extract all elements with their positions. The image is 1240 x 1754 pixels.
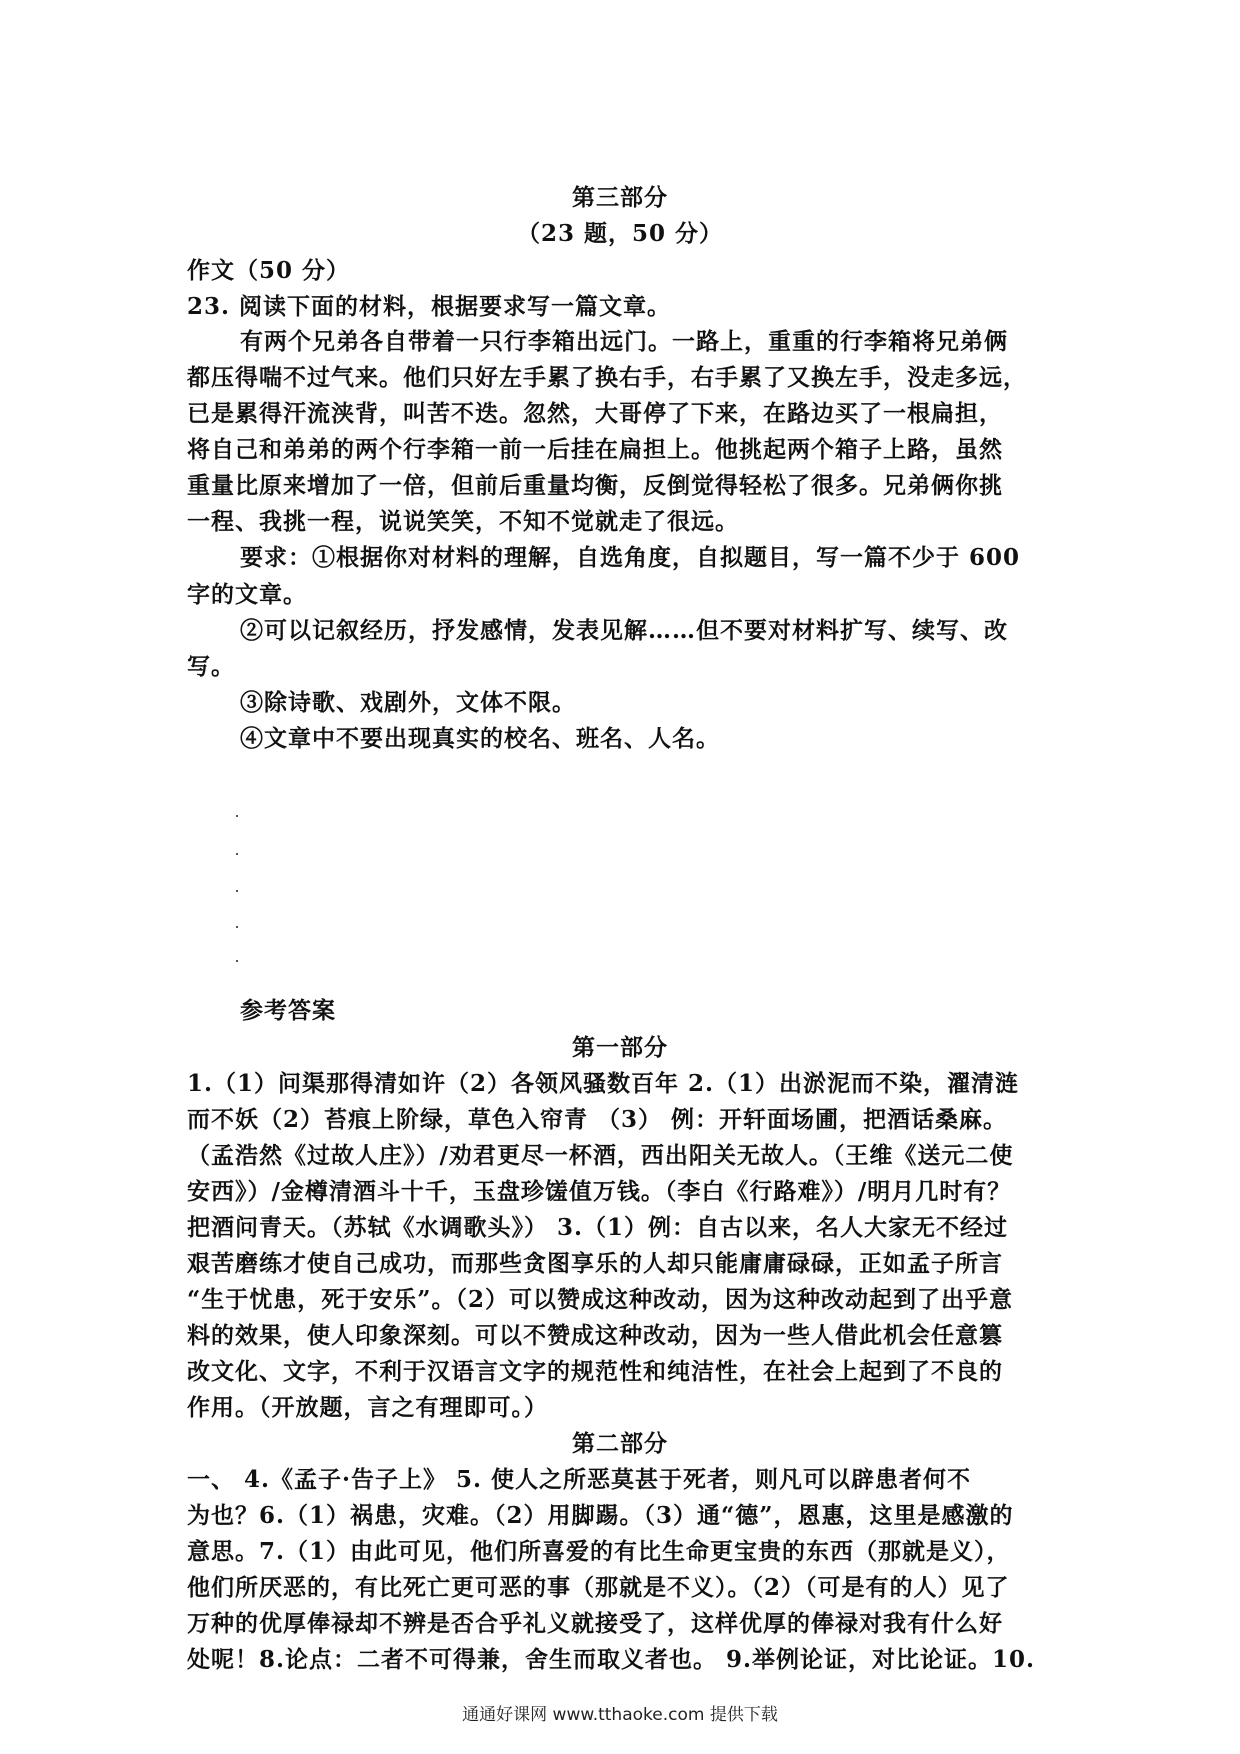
requirement-line: 字的文章。 [187, 581, 307, 608]
answer-line: 1.（1）问渠那得清如许（2）各领风骚数百年 2.（1）出淤泥而不染，濯清涟 [187, 1070, 1020, 1097]
material-line: 已是累得汗流浃背，叫苦不迭。忽然，大哥停了下来，在路边买了一根扁担， [187, 400, 1003, 427]
answer-line: 作用。（开放题，言之有理即可。） [187, 1394, 548, 1421]
requirement-line: 写。 [187, 653, 235, 680]
requirement-line: ③除诗歌、戏剧外，文体不限。 [240, 689, 576, 716]
answer-line: 而不妖（2）苔痕上阶绿，草色入帘青 （3） 例：开轩面场圃，把酒话桑麻。 [187, 1106, 1008, 1133]
answer-line: 把酒问青天。（苏轼《水调歌头》） 3.（1）例：自古以来，名人大家无不经过 [187, 1214, 1009, 1241]
scan-speck [236, 853, 238, 855]
answer-line: 意思。7.（1）由此可见，他们所喜爱的有比生命更宝贵的东西（那就是义）， [187, 1538, 1011, 1565]
answer-line: “生于忧患，死于安乐”。（2）可以赞成这种改动，因为这种改动起到了出乎意 [187, 1286, 1013, 1313]
answer-line: 为也？6.（1）祸患，灾难。（2）用脚踢。（3）通“德”，恩惠，这里是感激的 [187, 1502, 1014, 1529]
answers-part2-title: 第二部分 [572, 1430, 668, 1457]
material-line: 一程、我挑一程，说说笑笑，不知不觉就走了很远。 [187, 508, 739, 535]
answer-line: （孟浩然《过故人庄》）/劝君更尽一杯酒，西出阳关无故人。（王维《送元二使 [187, 1142, 1014, 1169]
requirement-line: 要求：①根据你对材料的理解，自选角度，自拟题目，写一篇不少于 600 [240, 544, 1021, 571]
answer-line: 料的效果，使人印象深刻。可以不赞成这种改动，因为一些人借此机会任意篡 [187, 1322, 1003, 1349]
scan-speck [236, 960, 238, 962]
answers-part1-title: 第一部分 [572, 1034, 668, 1061]
material-line: 将自己和弟弟的两个行李箱一前一后挂在扁担上。他挑起两个箱子上路，虽然 [187, 436, 1003, 463]
material-line: 都压得喘不过气来。他们只好左手累了换右手，右手累了又换左手，没走多远， [187, 364, 1027, 391]
requirement-line: ②可以记叙经历，抒发感情，发表见解……但不要对材料扩写、续写、改 [240, 617, 1008, 644]
essay-section-label: 作文（50 分） [187, 257, 351, 284]
answer-line: 他们所厌恶的，有比死亡更可恶的事（那就是不义）。（2）（可是有的人）见了 [187, 1574, 1010, 1601]
part3-title: 第三部分 [572, 184, 668, 211]
scan-speck [236, 815, 238, 817]
scan-speck [236, 926, 238, 928]
requirement-line: ④文章中不要出现真实的校名、班名、人名。 [240, 725, 720, 752]
question-23: 23. 阅读下面的材料，根据要求写一篇文章。 [187, 293, 672, 320]
answer-line: 处呢！8.论点：二者不可得兼，舍生而取义者也。 9.举例论证，对比论证。10. [187, 1646, 1036, 1673]
answer-line: 万种的优厚俸禄却不辨是否合乎礼义就接受了，这样优厚的俸禄对我有什么好 [187, 1610, 1003, 1637]
answer-line: 安西》）/金樽清酒斗十千，玉盘珍馐值万钱。（李白《行路难》）/明月几时有？ [187, 1178, 1012, 1205]
scan-speck [236, 890, 238, 892]
answer-line: 艰苦磨练才使自己成功，而那些贪图享乐的人却只能庸庸碌碌，正如孟子所言 [187, 1250, 1003, 1277]
material-line: 重量比原来增加了一倍，但前后重量均衡，反倒觉得轻松了很多。兄弟俩你挑 [187, 472, 1003, 499]
answer-line: 一、 4.《孟子·告子上》 5. 使人之所恶莫甚于死者，则凡可以辟患者何不 [187, 1466, 972, 1493]
answer-line: 改文化、文字，不利于汉语言文字的规范性和纯洁性，在社会上起到了不良的 [187, 1358, 1003, 1385]
answers-heading: 参考答案 [240, 997, 336, 1024]
part3-subtitle: （23 题，50 分） [516, 220, 724, 247]
material-line: 有两个兄弟各自带着一只行李箱出远门。一路上，重重的行李箱将兄弟俩 [240, 328, 1008, 355]
page-footer: 通通好课网 www.tthaoke.com 提供下载 [462, 1705, 778, 1725]
